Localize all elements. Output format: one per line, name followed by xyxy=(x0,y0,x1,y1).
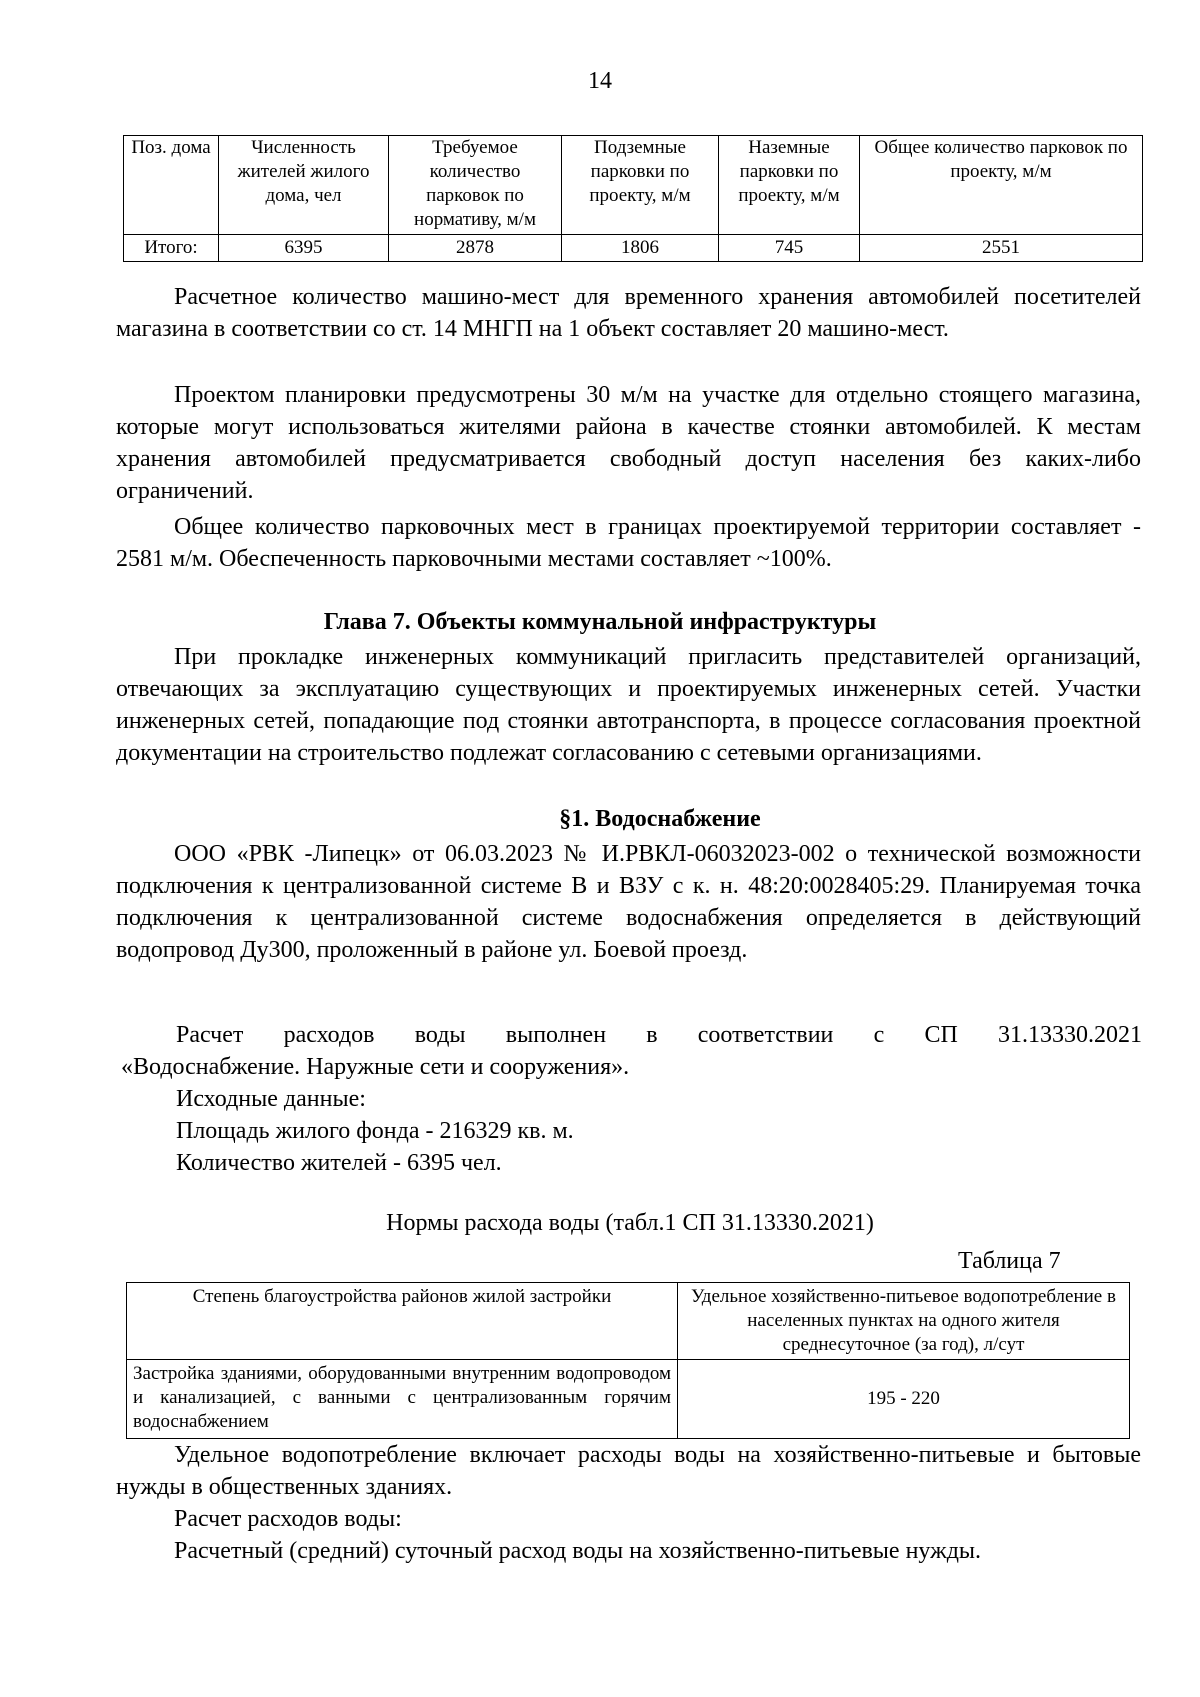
calc-label: Расчет расходов воды: xyxy=(174,1506,402,1532)
total-label-cell: Итого: xyxy=(124,235,219,262)
area-line: Площадь жилого фонда - 216329 кв. м. xyxy=(176,1118,574,1144)
paragraph: При прокладке инженерных коммуникаций пригласить представителей организаций, отвечающих за эксплуатацию существующих и проектируемых инженерных сетей. Участки инженерных сетей, попадающие под стоянки автотранспорта, в процессе согласования проектной документации на строительство подлежат согласованию с сетевыми организациями. xyxy=(116,644,1141,766)
header-cell: Общее количество парковок по проекту, м/м xyxy=(860,136,1143,235)
last-line: Расчетный (средний) суточный расход воды на хозяйственно-питьевые нужды. xyxy=(174,1538,982,1564)
table-row xyxy=(127,1360,1130,1439)
page-number: 14 xyxy=(588,68,612,94)
table-cell: 1806 xyxy=(562,235,719,262)
section-heading: §1. Водоснабжение xyxy=(559,806,761,832)
header-cell: Удельное хозяйственно-питьевое водопотребление в населенных пунктах на одного жителя среднесуточное (за год), л/сут xyxy=(678,1283,1130,1360)
parking-table xyxy=(123,135,1143,262)
table-cell: 195 - 220 xyxy=(678,1360,1130,1439)
table-cell: 2878 xyxy=(389,235,562,262)
chapter-heading: Глава 7. Объекты коммунальной инфраструктуры xyxy=(323,609,877,635)
residents-line: Количество жителей - 6395 чел. xyxy=(176,1150,502,1176)
table-caption: Нормы расхода воды (табл.1 СП 31.13330.2021) xyxy=(386,1210,874,1236)
paragraph-line: «Водоснабжение. Наружные сети и сооружения». xyxy=(121,1054,630,1080)
paragraph: Общее количество парковочных мест в границах проектируемой территории составляет - 2581 м/м. Обеспеченность парковочными местами составляет ~100%. xyxy=(116,514,1141,572)
header-cell: Численность жителей жилого дома, чел xyxy=(219,136,389,235)
header-cell: Подземные парковки по проекту, м/м xyxy=(562,136,719,235)
table-number: Таблица 7 xyxy=(958,1248,1061,1274)
paragraph: Расчетное количество машино-мест для временного хранения автомобилей посетителей магазина в соответствии со ст. 14 МНГП на 1 объект составляет 20 машино-мест. xyxy=(116,284,1141,342)
table-header-row xyxy=(127,1283,1130,1360)
header-cell: Поз. дома xyxy=(124,136,219,235)
table-cell: 6395 xyxy=(219,235,389,262)
paragraph: ООО «РВК -Липецк» от 06.03.2023 № И.РВКЛ-06032023-002 о технической возможности подключения к централизованной системе В и ВЗУ с к. н. 48:20:0028405:29. Планируемая точка подключения к централизованной системе водоснабжения определяется в действующий водопровод Ду300, проложенный в районе ул. Боевой проезд. xyxy=(116,841,1141,963)
paragraph: Проектом планировки предусмотрены 30 м/м на участке для отдельно стоящего магазина, которые могут использоваться жителями района в качестве стоянки автомобилей. К местам хранения автомобилей предусматривается свободный доступ населения без каких-либо ограничений. xyxy=(116,382,1141,504)
paragraph: Удельное водопотребление включает расходы воды на хозяйственно-питьевые и бытовые нужды в общественных зданиях. xyxy=(116,1442,1141,1500)
header-cell: Требуемое количество парковок по нормативу, м/м xyxy=(389,136,562,235)
table-cell: 745 xyxy=(719,235,860,262)
table-row xyxy=(124,235,1143,262)
table-cell: 2551 xyxy=(860,235,1143,262)
water-consumption-table xyxy=(126,1282,1130,1439)
paragraph-line: Расчет расходов воды выполнен в соответствии с СП 31.13330.2021 xyxy=(176,1022,1142,1048)
header-cell: Степень благоустройства районов жилой застройки xyxy=(127,1283,678,1360)
source-data-label: Исходные данные: xyxy=(176,1086,366,1112)
table-cell: Застройка зданиями, оборудованными внутренним водопроводом и канализацией, с ванными с централизованным горячим водоснабжением xyxy=(127,1360,678,1439)
header-cell: Наземные парковки по проекту, м/м xyxy=(719,136,860,235)
table-header-row xyxy=(124,136,1143,235)
